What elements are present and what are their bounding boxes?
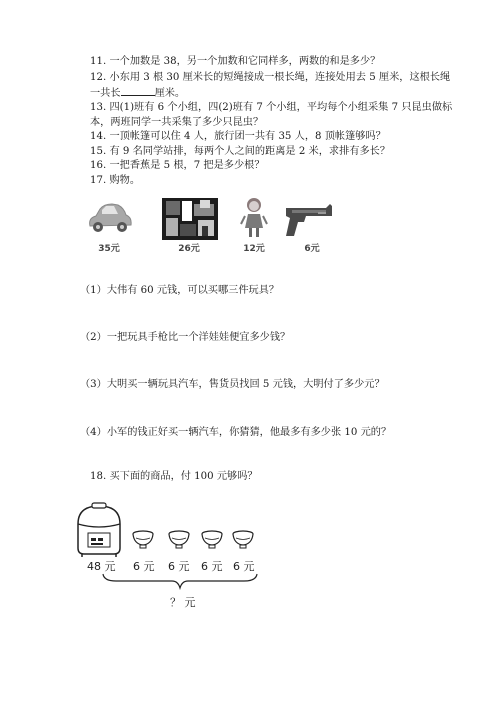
subquestion-2: （2）一把玩具手枪比一个洋娃娃便宜多少钱？ (80, 332, 291, 343)
doll-icon (240, 196, 268, 240)
price-bowl: 6 元 (168, 560, 190, 573)
problem-11: 11. 一个加数是 38，另一个加数和它同样多，两数的和是多少？ (90, 56, 381, 67)
price-bowl: 6 元 (233, 560, 255, 573)
price-doll: 12元 (243, 244, 265, 254)
problem-14: 14. 一顶帐篷可以住 4 人，旅行团一共有 35 人，8 顶帐篷够吗？ (90, 131, 386, 142)
subquestion-1: （1）大伟有 60 元钱，可以买哪三件玩具？ (80, 285, 280, 296)
problem-17: 17. 购物。 (90, 175, 141, 186)
problem-12-suffix: 厘米。 (154, 88, 186, 99)
sum-brace (100, 572, 260, 592)
problem-12-line2 (90, 86, 185, 100)
problem-16: 16. 一把香蕉是 5 根，7 把是多少根？ (90, 160, 265, 171)
price-blocks: 26元 (178, 244, 200, 254)
price-rice-cooker: 48 元 (87, 560, 116, 573)
price-car: 35元 (98, 244, 120, 254)
price-gun: 6元 (304, 244, 320, 254)
price-bowl: 6 元 (201, 560, 223, 573)
subquestion-4: （4）小军的钱正好买一辆汽车，你猜猜，他最多有多少张 10 元的？ (80, 427, 392, 438)
problem-13-line1: 13. 四(1)班有 6 个小组，四(2)班有 7 个小组，平均每个小组采集 7 只昆虫做标 (90, 102, 453, 113)
problem-13-line2: 本，两班同学一共采集了多少只昆虫？ (90, 117, 264, 128)
problem-12-prefix: 一共长 (90, 88, 121, 99)
bowl-icon (131, 530, 155, 550)
answer-blank (121, 86, 155, 96)
problem-12-line1: 12. 小东用 3 根 30 厘米长的短绳接成一根长绳，连接处用去 5 厘米，这根长绳 (90, 72, 451, 83)
problem-18: 18. 买下面的商品，付 100 元够吗？ (90, 471, 258, 482)
subquestion-3: （3）大明买一辆玩具汽车，售货员找回 5 元钱，大明付了多少元？ (80, 379, 385, 390)
price-bowl: 6 元 (133, 560, 155, 573)
problem-15: 15. 有 9 名同学站排，每两个人之间的距离是 2 米，求排有多长？ (90, 146, 391, 157)
bowl-icon (167, 530, 191, 550)
building-blocks-icon (162, 198, 218, 240)
toy-gun-icon (284, 202, 334, 238)
bowl-icon (231, 530, 255, 550)
total-price: ？ 元 (170, 596, 196, 609)
toy-car-icon (84, 198, 134, 238)
bowl-icon (200, 530, 224, 550)
rice-cooker-icon (72, 502, 126, 558)
